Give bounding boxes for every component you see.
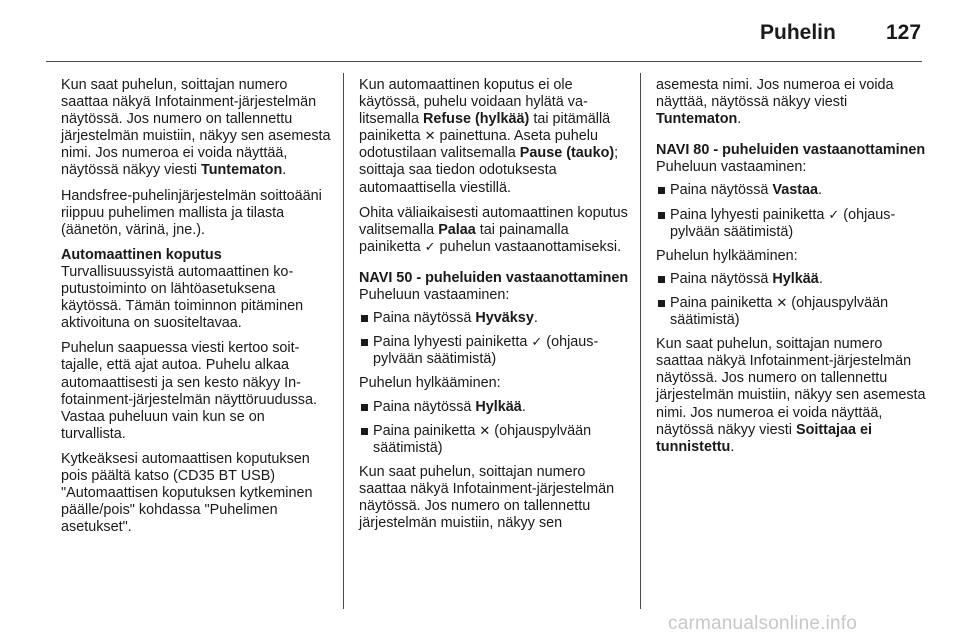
answer-label: Puheluun vastaaminen: xyxy=(359,287,510,304)
bold-term: Tuntematon xyxy=(200,162,283,179)
watermark-text: carmanualsonline.info xyxy=(668,613,858,634)
bold-term: Refuse (hylkää) xyxy=(422,111,530,128)
paragraph-caller-name: asemesta nimi. Jos numeroa ei voida näyttää, näytössä näkyy viesti Tuntematon. xyxy=(656,77,894,128)
paragraph-ringtone: Handsfree-puhelinjärjestelmän soittoääni riippuu puhelimen mallista ja tilasta (äänetön, värinä, jne.). xyxy=(61,187,322,238)
reject-list xyxy=(656,271,926,329)
column-divider-2 xyxy=(640,73,641,609)
list-item: Paina näytössä Hylkää. xyxy=(359,399,629,416)
list-item: Paina lyhyesti painiketta ✓ (ohjauspylvään säätimistä) xyxy=(656,207,926,241)
page-title: Puhelin xyxy=(760,21,836,44)
hang-up-icon: ✕ xyxy=(424,129,436,145)
answer-call-icon: ✓ xyxy=(531,335,543,351)
bold-term: Palaa xyxy=(438,221,476,238)
list-item: Paina näytössä Vastaa. xyxy=(656,182,926,199)
reject-label: Puhelun hylkääminen: xyxy=(359,375,501,392)
paragraph-reject-call: Kun automaattinen koputus ei ole käytössä, puhelu voidaan hylätä valitsemalla Refuse (hylkää) tai pitämällä painiketta ✕ painettuna. Aseta puhelu odotustilaan valitsemalla Pause (tauko); soittaja saa tiedon odotuksesta automaattisella viestillä. xyxy=(359,77,619,196)
bold-term: Soittajaa ei tunnistettu xyxy=(656,421,872,455)
paragraph-disable-auto-knock: Kytkeäksesi automaattisen koputuksen pois päältä katso (CD35 BT USB) "Automaattisen koputuksen kytkeminen päälle/pois" kohdassa "Puhelimen asetukset". xyxy=(61,450,313,536)
section-heading-navi80: NAVI 80 - puheluiden vastaanottaminen xyxy=(656,142,926,159)
column-divider-1 xyxy=(343,73,344,609)
reject-list xyxy=(359,399,629,457)
list-item: Paina lyhyesti painiketta ✓ (ohjauspylvään säätimistä) xyxy=(359,334,629,368)
answer-label: Puheluun vastaaminen: xyxy=(656,159,807,176)
section-heading-navi50: NAVI 50 - puheluiden vastaanottaminen xyxy=(359,269,629,286)
answer-call-icon: ✓ xyxy=(424,239,436,255)
paragraph-caller-unidentified: Kun saat puhelun, soittajan numero saattaa näkyä Infotainment-järjestelmän näytössä. Jos numero on tallennettu järjestelmän muistiin, näkyy sen asemesta nimi. Jos numeroa ei voida näyttää, näytössä näkyy viesti Soittajaa ei tunnistettu. xyxy=(656,336,926,455)
list-item: Paina näytössä Hyväksy. xyxy=(359,310,629,327)
paragraph-incoming-message: Puhelun saapuessa viesti kertoo soittajalle, että ajat autoa. Puhelu alkaa automaattisesti ja sen kesto näkyy Infotainment-järjestelmän näyttöruudussa. Vastaa puheluun vain kun se on turvallista. xyxy=(61,340,317,442)
paragraph-caller-number: Kun saat puhelun, soittajan numero saattaa näkyä Infotainment-järjestelmän näytössä. Jos numero on tallennettu järjestelmän muistiin, näkyy sen xyxy=(359,463,615,532)
text-column-1 xyxy=(61,77,331,544)
paragraph-bypass-auto-knock: Ohita väliaikaisesti automaattinen koputus valitsemalla Palaa tai painamalla painiketta ✓ puhelun vastaanottamiseksi. xyxy=(359,204,628,255)
text-column-3 xyxy=(656,77,926,464)
text-column-2 xyxy=(359,77,629,540)
paragraph-auto-knock: Automaattinen koputus Turvallisuussyistä automaattinen koputustoiminto on lähtöasetuksena käytössä. Tämän toiminnon pitäminen aktivoituna on suositeltavaa. xyxy=(61,246,304,332)
reject-label: Puhelun hylkääminen: xyxy=(656,247,798,264)
answer-call-icon: ✓ xyxy=(828,207,840,223)
bold-term: Tuntematon xyxy=(656,111,738,128)
answer-list xyxy=(359,310,629,368)
header-divider xyxy=(46,61,922,62)
list-item: Paina painiketta ✕ (ohjauspylvään säätimistä) xyxy=(656,295,926,329)
answer-list xyxy=(656,182,926,240)
hang-up-icon: ✕ xyxy=(479,423,491,439)
section-heading: Automaattinen koputus xyxy=(61,246,222,263)
hang-up-icon: ✕ xyxy=(776,295,788,311)
list-item: Paina painiketta ✕ (ohjauspylvään säätimistä) xyxy=(359,423,629,457)
page-number: 127 xyxy=(886,21,922,44)
list-item: Paina näytössä Hylkää. xyxy=(656,271,926,288)
paragraph-caller-number: Kun saat puhelun, soittajan numero saattaa näkyä Infotainment-järjestelmän näytössä. Jos numero on tallennettu järjestelmän muistiin, näkyy sen asemesta nimi. Jos numeroa ei voida näyttää, näytössä näkyy viesti Tuntematon. xyxy=(61,77,331,179)
bold-term: Pause (tauko) xyxy=(519,145,615,162)
